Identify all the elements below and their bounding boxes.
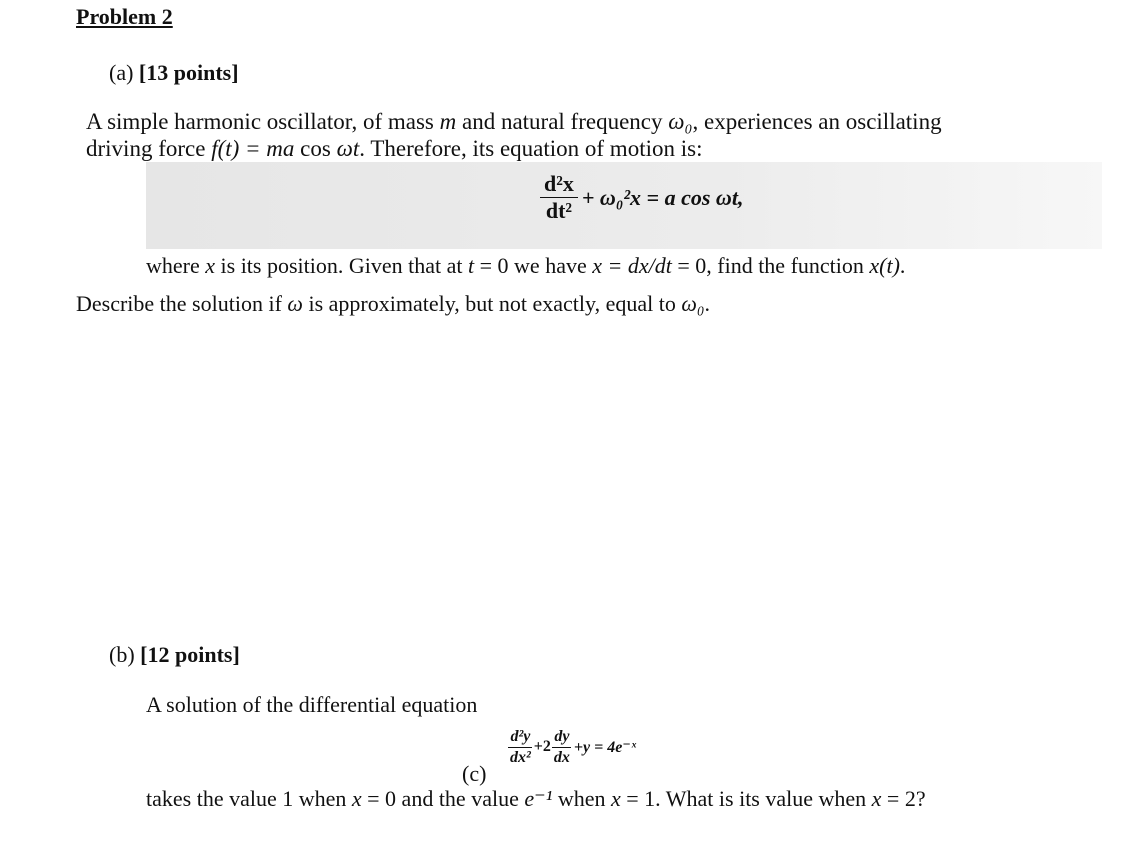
diff-eq-rhs: +y = 4e⁻ˣ xyxy=(573,739,637,757)
describe-text-3: . xyxy=(704,291,711,316)
omega-t-symbol: ωt xyxy=(336,136,360,161)
differential-equation xyxy=(508,728,636,766)
part-a-points: [13 points] xyxy=(138,60,239,85)
describe-omega: ω xyxy=(287,291,303,316)
takes-value-sentence xyxy=(146,786,926,812)
dy-fraction xyxy=(552,728,572,766)
intro-text-5: . Therefore, its equation of motion is: xyxy=(359,136,703,161)
describe-omega0: ω₀ xyxy=(681,291,705,316)
equation-of-motion xyxy=(540,172,743,223)
part-b-label: (b) xyxy=(109,642,135,667)
problem-heading: Problem 2 xyxy=(76,4,173,29)
takes-e: e⁻¹ xyxy=(524,786,553,811)
dy-numerator: dy xyxy=(552,728,571,748)
where-text-2: is its position. Given that at xyxy=(215,253,469,278)
d2y-fraction xyxy=(508,728,533,766)
intro-text-2: and natural frequency xyxy=(456,109,669,134)
describe-sentence xyxy=(76,291,710,317)
fraction-denominator: dt² xyxy=(545,198,572,224)
mass-symbol: m xyxy=(439,109,457,134)
where-text-4: = 0, find the function xyxy=(671,253,870,278)
takes-x3: x xyxy=(871,786,882,811)
force-expression: f(t) = ma xyxy=(211,136,295,161)
second-derivative-fraction xyxy=(540,172,578,223)
takes-text-4: = 1. What is its value when xyxy=(620,786,872,811)
part-b-header xyxy=(109,642,240,668)
intro-text-1: A simple harmonic oscillator, of mass xyxy=(86,109,440,134)
part-a-label: (a) xyxy=(109,60,134,85)
takes-text-2: = 0 and the value xyxy=(361,786,525,811)
d2y-numerator: d²y xyxy=(508,728,532,748)
where-t: t xyxy=(468,253,475,278)
takes-text-5: = 2? xyxy=(881,786,926,811)
where-x: x xyxy=(205,253,216,278)
part-c-label: (c) xyxy=(462,761,487,786)
where-sentence xyxy=(146,253,905,279)
coefficient-term: +2 xyxy=(533,738,551,756)
takes-x1: x xyxy=(351,786,362,811)
describe-text-2: is approximately, but not exactly, equal to xyxy=(302,291,682,316)
takes-x2: x xyxy=(610,786,621,811)
intro-text-3: , experiences an oscillating xyxy=(692,109,942,134)
where-text-1: where xyxy=(146,253,206,278)
describe-text-1: Describe the solution if xyxy=(76,291,288,316)
takes-text-1: takes the value 1 when xyxy=(146,786,352,811)
intro-text-4: driving force xyxy=(86,136,212,161)
part-b-intro: A solution of the differential equation xyxy=(146,692,478,717)
where-text-3: = 0 we have xyxy=(474,253,593,278)
d2y-denominator: dx² xyxy=(510,748,531,766)
part-b-points: [12 points] xyxy=(140,642,240,667)
part-a-intro-paragraph xyxy=(86,108,1086,162)
equation-rhs: + ω₀²x = a cos ωt, xyxy=(581,184,744,210)
part-a-header xyxy=(109,60,239,86)
takes-text-3: when xyxy=(552,786,611,811)
fraction-numerator: d²x xyxy=(540,172,578,198)
natural-frequency-symbol: ω₀ xyxy=(668,109,693,134)
initial-condition: x = dx/dt xyxy=(592,253,672,278)
dy-denominator: dx xyxy=(553,748,570,766)
function-symbol: x(t) xyxy=(869,253,900,278)
where-text-5: . xyxy=(899,253,906,278)
cos-text: cos xyxy=(294,136,337,161)
